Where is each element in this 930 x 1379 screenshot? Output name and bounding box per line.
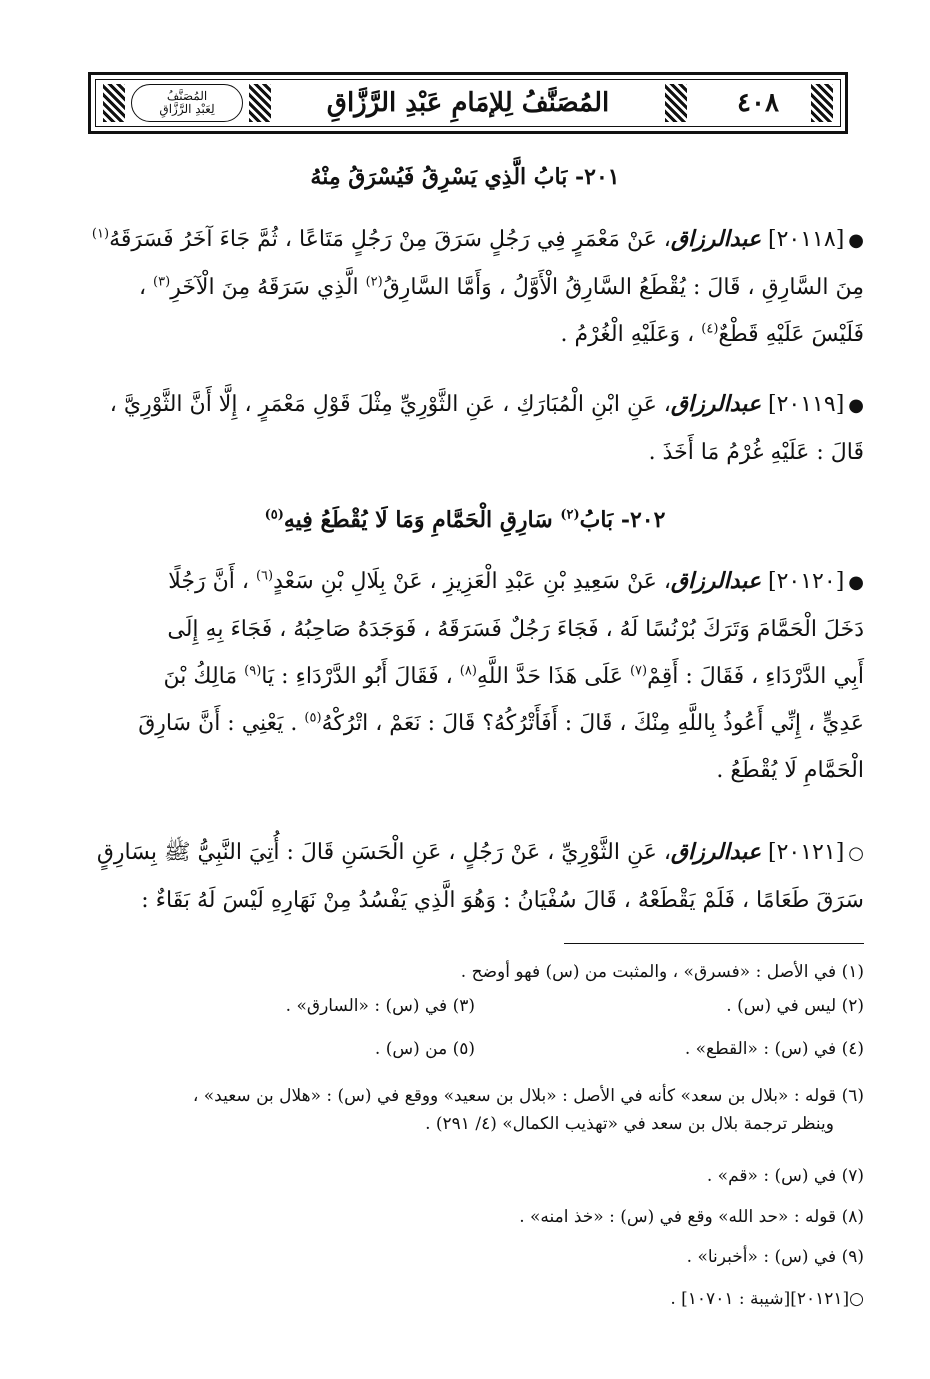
- hadith-text: فَلَيْسَ عَلَيْهِ قَطْعٌ: [718, 322, 864, 347]
- footnote-ref: (٣): [153, 274, 171, 290]
- hadith-20121: [90, 829, 864, 924]
- footnote-ref: (٨): [459, 663, 477, 679]
- narrator-name: عبدالرزاق: [670, 391, 761, 417]
- hadith-number: [٢٠١٢٠]: [768, 569, 845, 594]
- heading-text: سَارِقِ الْحَمَّامِ وَمَا لَا يُقْطَعُ فِيهِ: [283, 507, 553, 533]
- hadith-number: [٢٠١١٨]: [768, 227, 845, 252]
- text-line: [90, 606, 864, 653]
- footnote-4: (٤) في (س) : «القطع» .: [684, 1039, 864, 1059]
- footnote-9: (٩) في (س) : «أخبرنا» .: [686, 1247, 864, 1267]
- section-heading-202: [90, 507, 840, 533]
- book-logo: [131, 84, 243, 122]
- text-line: [90, 216, 864, 264]
- narrator-name: عبدالرزاق: [670, 226, 761, 252]
- running-title: المُصَنَّفُ لِلإمَامِ عَبْدِ الرَّزَّاقِ: [326, 88, 610, 118]
- text-line: [90, 381, 864, 429]
- footnote-7: (٧) في (س) : «قم» .: [706, 1166, 864, 1186]
- footnote-6: [90, 1082, 864, 1138]
- footnote-ref: (٥): [264, 507, 284, 523]
- footnote-1: (١) في الأصل : «فسرق» ، والمثبت من (س) فهو أوضح .: [460, 962, 864, 982]
- hadith-text: ، عَنْ مَعْمَرٍ فِي رَجُلٍ سَرَقَ مِنْ رَجُلٍ مَتَاعًا ، ثُمَّ جَاءَ آخَرُ فَسَرَقَهُ: [109, 227, 671, 252]
- section-heading-201: ٢٠١- بَابُ الَّذِي يَسْرِقُ فَيُسْرَقُ مِنْهُ: [310, 164, 620, 190]
- page-number: ٤٠٨: [727, 88, 789, 118]
- ornament-icon: [103, 84, 125, 122]
- text-line: [90, 829, 864, 877]
- ornament-icon: [249, 84, 271, 122]
- hadith-20118: [90, 216, 864, 358]
- footnote-8: (٨) قوله : «حد الله» وقع في (س) : «خذ امنه» .: [519, 1207, 864, 1227]
- text-line: [90, 877, 864, 924]
- text-line: [90, 311, 864, 358]
- hadith-text: دَخَلَ الْحَمَّامَ وَتَرَكَ بُرْنُسًا لَهُ ، فَجَاءَ رَجُلٌ فَسَرَقَهُ ، فَوَجَدَهُ صَاحِبُهُ ، فَجَاءَ بِهِ إِلَى: [167, 617, 864, 642]
- hadith-20120: [90, 558, 864, 794]
- ornament-icon: [665, 84, 687, 122]
- footnote-line: (٦) قوله : «بلال بن سعد» كأنه في الأصل : «بلال بن سعيد» ووقع في (س) : «هلال بن سعيد» ،: [192, 1086, 864, 1106]
- hadith-text: ، وَعَلَيْهِ الْغُرْمُ .: [560, 322, 695, 347]
- footnote-line: وينظر ترجمة بلال بن سعد في «تهذيب الكمال» (٤/ ٢٩١) .: [425, 1114, 834, 1134]
- bullet-icon: ○: [848, 843, 864, 864]
- footnote-5: (٥) من (س) .: [374, 1039, 475, 1059]
- hadith-20119: [90, 381, 864, 476]
- footnote-divider: [564, 943, 864, 944]
- heading-text: ٢٠٢- بَابُ: [579, 507, 666, 533]
- footnote-2: (٢) ليس في (س) .: [726, 996, 864, 1016]
- hadith-text: ، عَنْ سَعِيدِ بْنِ عَبْدِ الْعَزِيزِ ، عَنْ بِلَالِ بْنِ سَعْدٍ: [273, 569, 671, 594]
- page-number-box: [683, 84, 833, 122]
- hadith-text: . يَعْنِي : أَنَّ سَارِقَ: [138, 711, 298, 736]
- footnote-3: (٣) في (س) : «السارق» .: [285, 996, 475, 1016]
- hadith-text: سَرَقَ طَعَامًا ، فَلَمْ يَقْطَعْهُ ، قَالَ سُفْيَانُ : وَهُوَ الَّذِي يَفْسُدُ مِنْ نَهَارِهِ لَيْسَ لَهُ بَقَاءٌ :: [141, 888, 864, 913]
- narrator-name: عبدالرزاق: [670, 839, 761, 865]
- hadith-text: عَدِيٍّ ، إِنِّي أَعُوذُ بِاللَّهِ مِنْكَ ، قَالَ : أَفَأَتْرُكُهُ؟ قَالَ : نَعَمْ ، اتْرُكْهُ: [321, 711, 864, 736]
- footnote-ref: (٧): [629, 663, 648, 679]
- hadith-text: ، فَقَالَ أَبُو الدَّرْدَاءِ : يَا: [261, 664, 453, 689]
- source-reference: ○[٢٠١٢١][شيبة : ١٠٧٠١] .: [670, 1289, 864, 1309]
- hadith-text: قَالَ : عَلَيْهِ غُرْمُ مَا أَخَذَ .: [648, 440, 864, 465]
- text-line: [90, 429, 864, 476]
- logo-line-2: لِعَبْدِ الرَّزَّاقِ: [159, 102, 215, 116]
- hadith-text: ، عَنِ ابْنِ الْمُبَارَكِ ، عَنِ الثَّوْرِيِّ مِثْلَ قَوْلِ مَعْمَرٍ ، إِلَّا أَنَّ الثَّوْرِيَّ ،: [109, 392, 671, 417]
- narrator-name: عبدالرزاق: [670, 568, 761, 594]
- text-line: [90, 264, 864, 311]
- footnote-ref: (٦): [255, 568, 274, 584]
- text-line: [90, 653, 864, 700]
- hadith-text: عَلَى هَذَا حَدَّ اللَّهِ: [476, 664, 623, 689]
- hadith-text: الَّذِي سَرَقَهُ مِنَ الْآخَرِ: [170, 275, 359, 300]
- footnote-ref: (١): [91, 226, 110, 242]
- footnote-ref: (٢): [560, 507, 580, 523]
- hadith-text: أَبِي الدَّرْدَاءِ ، فَقَالَ : أَقِمْ: [647, 664, 864, 689]
- hadith-number: [٢٠١١٩]: [768, 392, 845, 417]
- text-line: [90, 747, 864, 794]
- footnote-ref: (٩): [244, 663, 262, 679]
- footnote-ref: (٥): [304, 710, 322, 726]
- hadith-text: ، أَنَّ رَجُلًا: [168, 569, 249, 594]
- hadith-text: ، عَنِ الثَّوْرِيِّ ، عَنْ رَجُلٍ ، عَنِ الْحَسَنِ قَالَ : أُتِيَ النَّبِيُّ ﷺ بِسَارِقٍ: [96, 840, 671, 865]
- hadith-text: مِنَ السَّارِقِ ، قَالَ : يُقْطَعُ السَّارِقُ الْأَوَّلُ ، وَأَمَّا السَّارِقُ: [382, 275, 864, 300]
- footnote-ref: (٢): [365, 274, 383, 290]
- page-header: [88, 72, 848, 134]
- hadith-text: الْحَمَّامِ لَا يُقْطَعُ .: [716, 758, 864, 783]
- hadith-number: [٢٠١٢١]: [768, 840, 845, 865]
- hadith-text: مَالِكُ بْنَ: [163, 664, 238, 689]
- footnote-ref: (٤): [701, 321, 719, 337]
- bullet-icon: ●: [848, 572, 864, 593]
- text-line: [90, 700, 864, 747]
- logo-line-1: المُصَنَّفُ: [166, 89, 208, 104]
- text-line: [90, 558, 864, 606]
- bullet-icon: ●: [848, 395, 864, 416]
- bullet-icon: ●: [848, 230, 864, 251]
- hadith-text: ،: [138, 275, 147, 300]
